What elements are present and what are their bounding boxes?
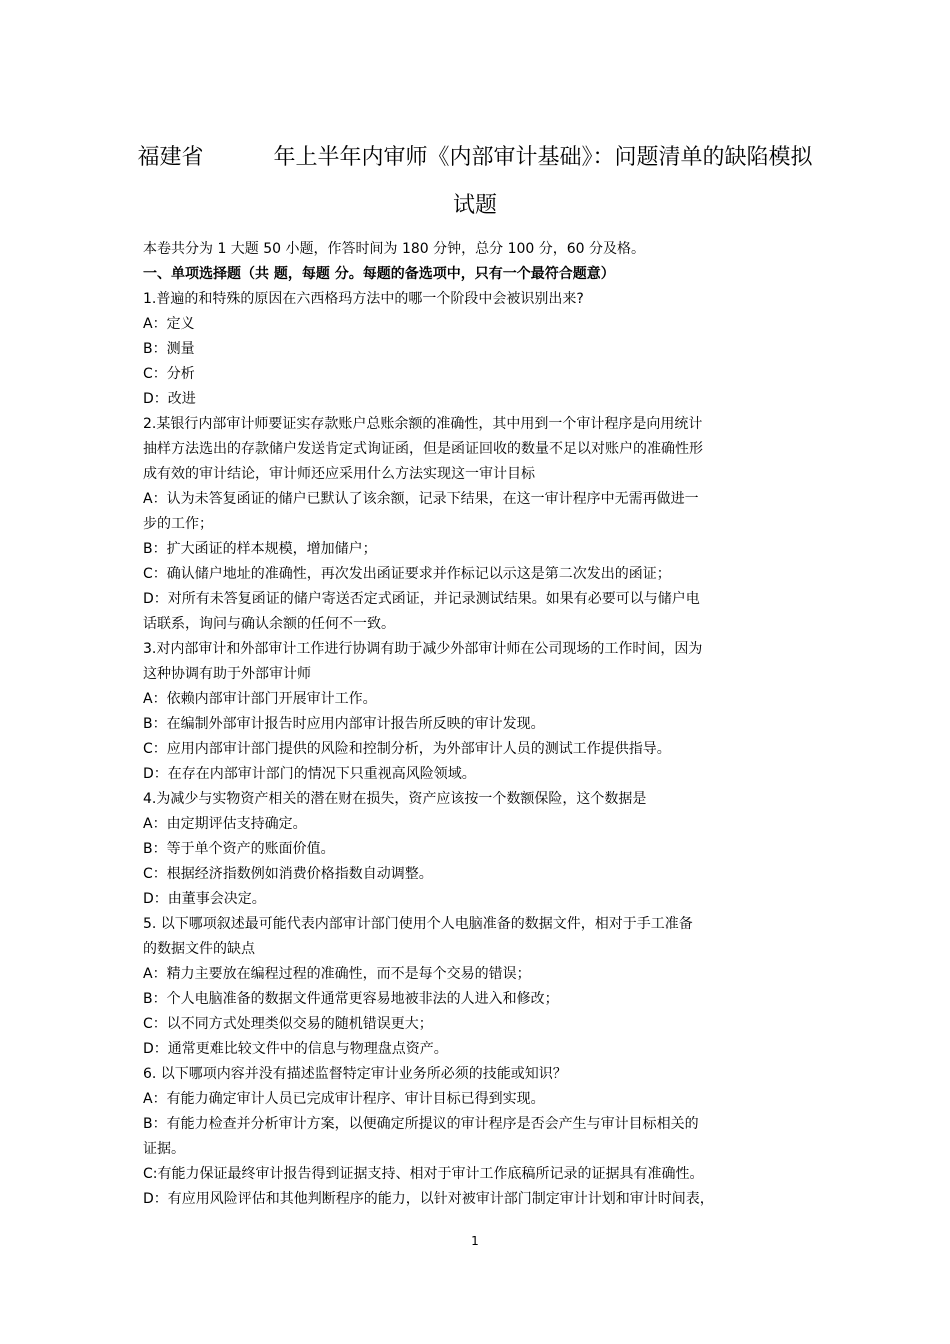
text-line: D：在存在内部审计部门的情况下只重视高风险领域。 [143, 766, 476, 782]
text-line: 证据。 [143, 1141, 185, 1157]
text-line: C：应用内部审计部门提供的风险和控制分析，为外部审计人员的测试工作提供指导。 [143, 741, 671, 757]
text-line: 2.某银行内部审计师要证实存款账户总账余额的准确性，其中用到一个审计程序是向用统计 [143, 416, 703, 432]
text-line: 成有效的审计结论，审计师还应采用什么方法实现这一审计目标 [143, 466, 535, 482]
text-line: B：在编制外部审计报告时应用内部审计报告所反映的审计发现。 [143, 716, 545, 732]
text-line: 话联系，询问与确认余额的任何不一致。 [143, 616, 395, 632]
text-line: 抽样方法选出的存款储户发送肯定式询证函，但是函证回收的数量不足以对账户的准确性形 [143, 441, 703, 457]
text-line: D：改进 [143, 391, 196, 407]
exam-intro: 本卷共分为 1 大题 50 小题，作答时间为 180 分钟，总分 100 分，60 分及格。 [143, 241, 646, 257]
text-line: A：认为未答复函证的储户已默认了该余额，记录下结果，在这一审计程序中无需再做进一 [143, 491, 699, 507]
text-line: C：根据经济指数例如消费价格指数自动调整。 [143, 866, 433, 882]
text-line: 6. 以下哪项内容并没有描述监督特定审计业务所必须的技能或知识？ [143, 1066, 567, 1082]
text-line: A：有能力确定审计人员已完成审计程序、审计目标已得到实现。 [143, 1091, 545, 1107]
text-line: 5. 以下哪项叙述最可能代表内部审计部门使用个人电脑准备的数据文件，相对于手工准备 [143, 916, 693, 932]
text-line: B：等于单个资产的账面价值。 [143, 841, 335, 857]
question-lines [143, 287, 808, 1212]
text-line: D：由董事会决定。 [143, 891, 266, 907]
text-line: B：扩大函证的样本规模，增加储户； [143, 541, 377, 557]
text-line: A：依赖内部审计部门开展审计工作。 [143, 691, 377, 707]
text-line: B：测量 [143, 341, 195, 357]
text-line: 这种协调有助于外部审计师 [143, 666, 311, 682]
document-title-line-2: 试题 [452, 193, 497, 218]
text-line: B：个人电脑准备的数据文件通常更容易地被非法的人进入和修改； [143, 991, 559, 1007]
text-line: B：有能力检查并分析审计方案，以便确定所提议的审计程序是否会产生与审计目标相关的 [143, 1116, 699, 1132]
document-title-line-1: 福建省 年上半年内审师《内部审计基础》：问题清单的缺陷模拟 [137, 145, 813, 170]
text-line: C：分析 [143, 366, 195, 382]
text-line: D：通常更难比较文件中的信息与物理盘点资产。 [143, 1041, 448, 1057]
page-number: 1 [471, 1234, 479, 1248]
section-heading: 一、单项选择题（共 题，每题 分。每题的备选项中，只有一个最符合题意） [143, 266, 615, 282]
text-line: 的数据文件的缺点 [143, 941, 255, 957]
text-line: A：定义 [143, 316, 195, 332]
text-line: D：有应用风险评估和其他判断程序的能力，以针对被审计部门制定审计计划和审计时间表， [143, 1191, 714, 1207]
text-line: 步的工作； [143, 516, 213, 532]
text-line: D：对所有未答复函证的储户寄送否定式函证，并记录测试结果。如果有必要可以与储户电 [143, 591, 700, 607]
text-line: 4.为减少与实物资产相关的潜在财在损失，资产应该按一个数额保险，这个数据是 [143, 791, 647, 807]
document-body [143, 237, 808, 1212]
text-line: C：以不同方式处理类似交易的随机错误更大； [143, 1016, 433, 1032]
text-line: 1.普遍的和特殊的原因在六西格玛方法中的哪一个阶段中会被识别出来? [143, 291, 584, 307]
text-line: C:有能力保证最终审计报告得到证据支持、相对于审计工作底稿所记录的证据具有准确性。 [143, 1166, 704, 1182]
text-line: A：由定期评估支持确定。 [143, 816, 307, 832]
text-line: C：确认储户地址的准确性，再次发出函证要求并作标记以示这是第二次发出的函证； [143, 566, 671, 582]
text-line: A：精力主要放在编程过程的准确性，而不是每个交易的错误； [143, 966, 531, 982]
text-line: 3.对内部审计和外部审计工作进行协调有助于减少外部审计师在公司现场的工作时间，因为 [143, 641, 703, 657]
